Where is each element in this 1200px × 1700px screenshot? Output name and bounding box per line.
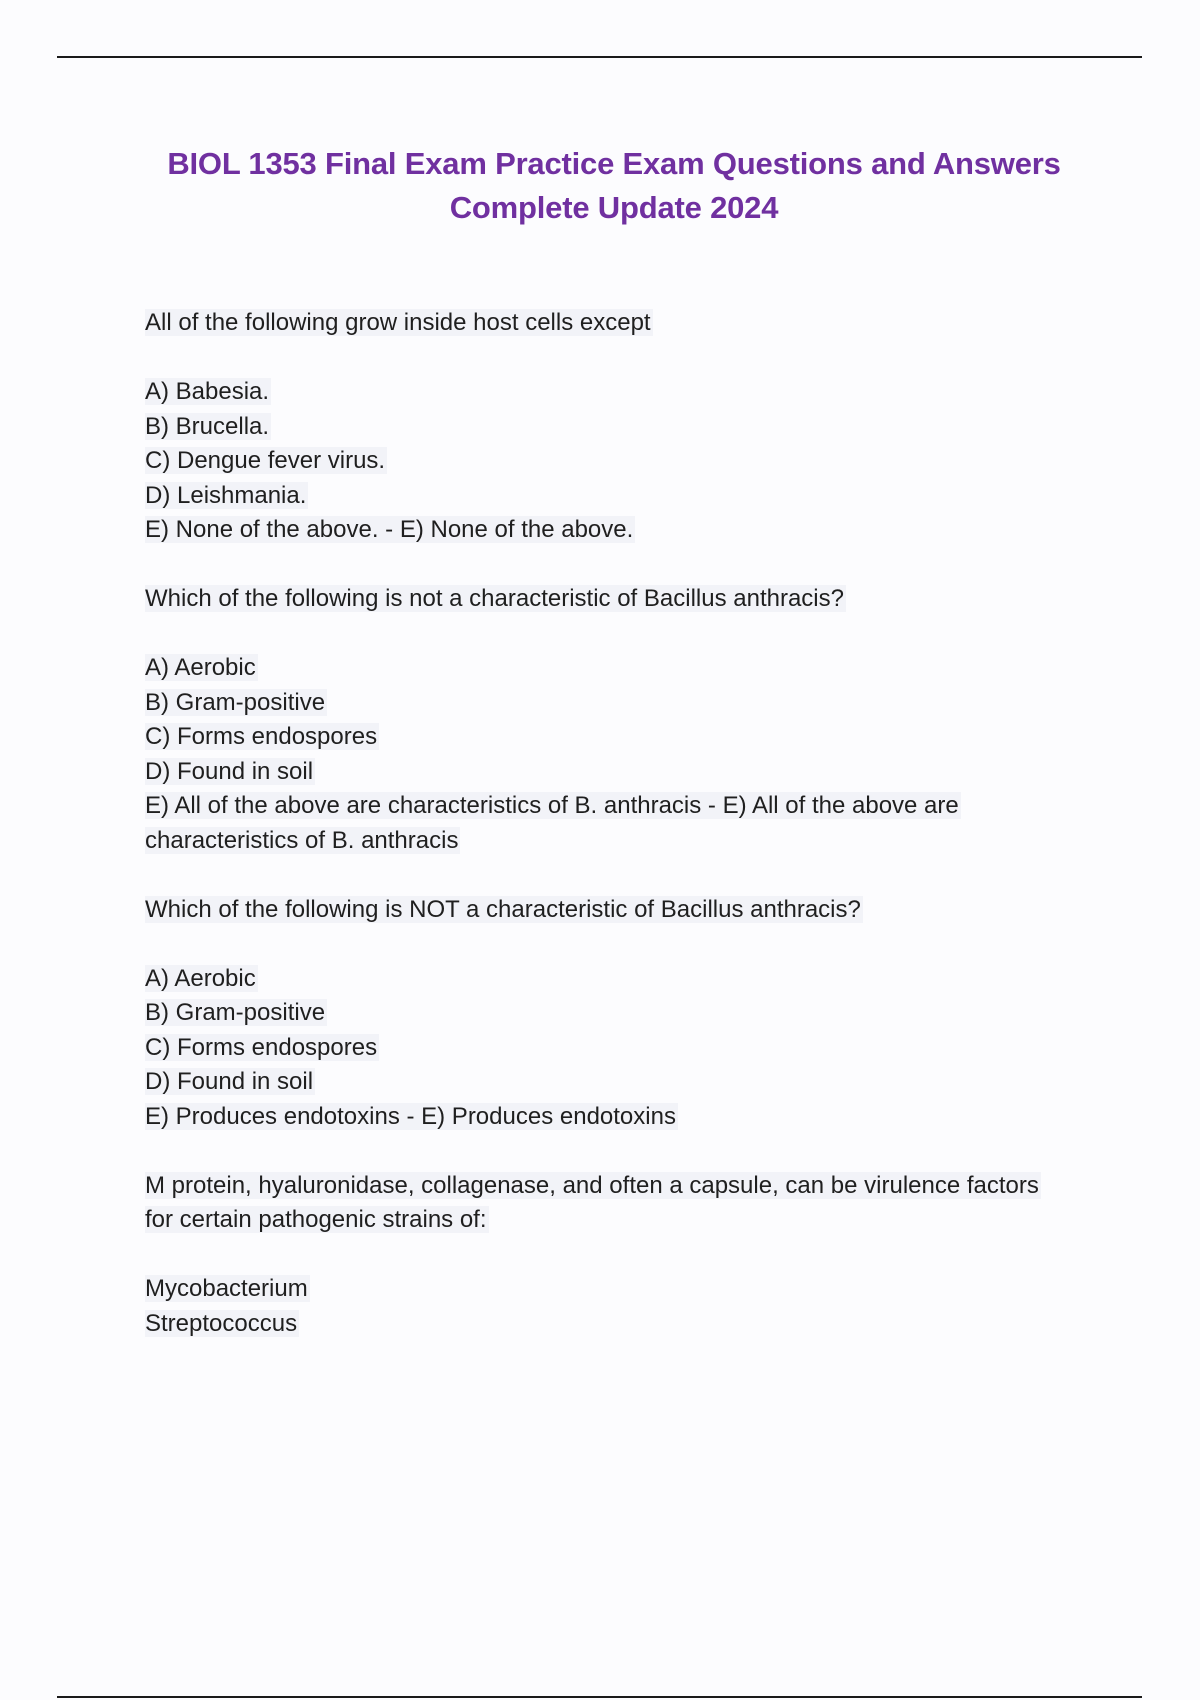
option-a: A) Aerobic — [145, 964, 256, 992]
option-d: D) Leishmania. — [145, 481, 307, 509]
option-list — [145, 375, 1045, 548]
option-c: C) Dengue fever virus. — [145, 447, 386, 474]
option-2: Streptococcus — [145, 1309, 298, 1337]
page-title — [120, 142, 1108, 230]
option-b: B) Gram-positive — [145, 688, 326, 716]
question-text: Which of the following is not a characteristic of Bacillus anthracis? — [145, 585, 844, 612]
option-d: D) Found in soil — [145, 757, 314, 785]
bottom-divider — [57, 1696, 1142, 1698]
title-line-2: Complete Update 2024 — [449, 190, 779, 225]
option-c: C) Forms endospores — [145, 723, 378, 750]
option-a: A) Babesia. — [145, 378, 270, 405]
question-text: M protein, hyaluronidase, collagenase, and often a capsule, can be virulence factors for certain pathogenic strains of: — [145, 1171, 1039, 1233]
option-e-answer: E) All of the above are characteristics of B. anthracis - E) All of the above are characteristics of B. anthracis — [145, 792, 959, 854]
option-d: D) Found in soil — [145, 1068, 314, 1095]
option-b: B) Brucella. — [145, 412, 270, 440]
question-text: All of the following grow inside host cells except — [145, 309, 651, 336]
option-1: Mycobacterium — [145, 1275, 308, 1302]
question-4 — [145, 1169, 1045, 1342]
option-b: B) Gram-positive — [145, 999, 326, 1026]
option-e-answer: E) None of the above. - E) None of the above. — [145, 516, 634, 543]
option-c: C) Forms endospores — [145, 1033, 378, 1061]
option-e-answer: E) Produces endotoxins - E) Produces endotoxins — [145, 1102, 676, 1130]
question-2 — [145, 582, 1045, 858]
option-list — [145, 651, 1045, 858]
option-list — [145, 1272, 1045, 1341]
question-1 — [145, 306, 1045, 548]
title-line-1: BIOL 1353 Final Exam Practice Exam Questions and Answers — [167, 146, 1061, 181]
question-text: Which of the following is NOT a characteristic of Bacillus anthracis? — [145, 895, 861, 923]
option-a: A) Aerobic — [145, 654, 256, 681]
top-divider — [57, 56, 1142, 58]
question-list — [145, 306, 1045, 1341]
option-list — [145, 962, 1045, 1135]
question-3 — [145, 893, 1045, 1135]
